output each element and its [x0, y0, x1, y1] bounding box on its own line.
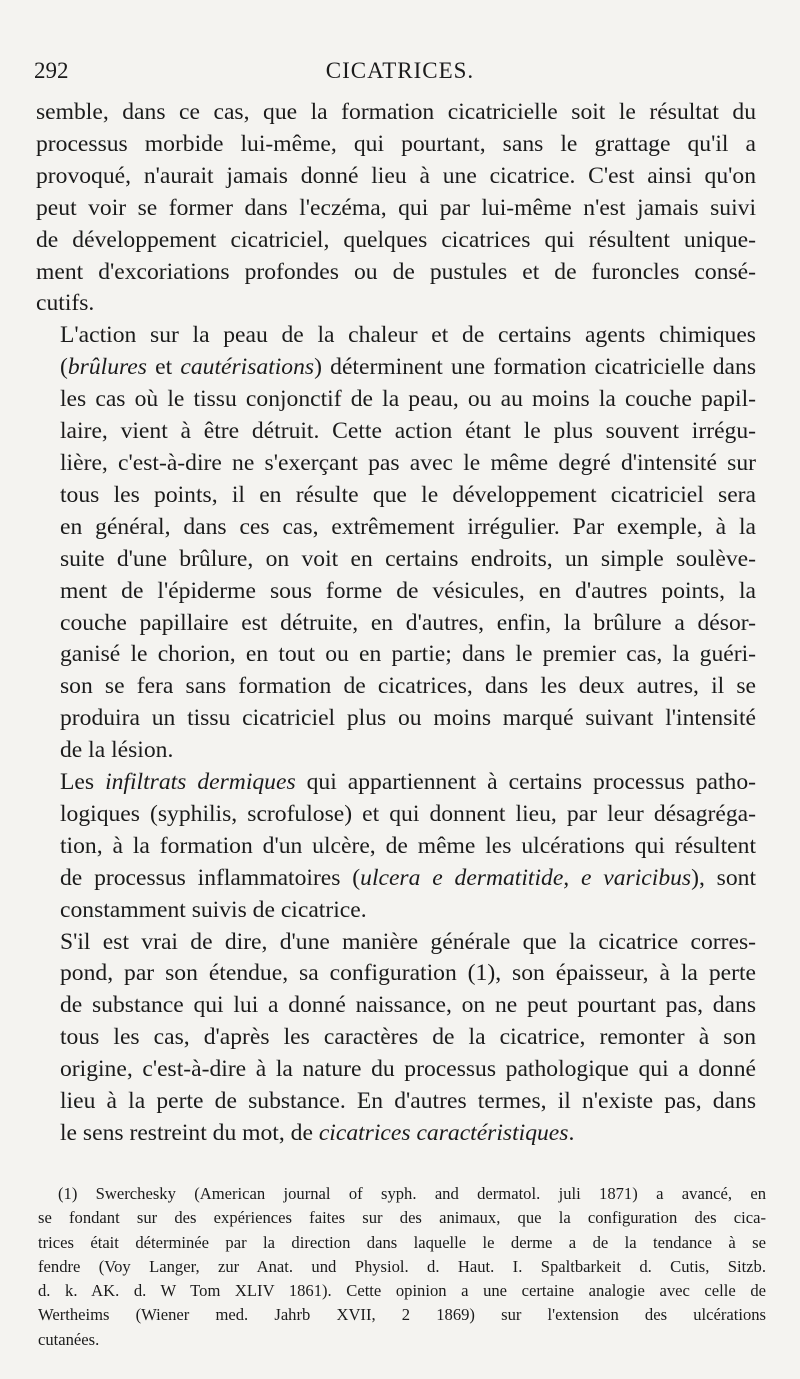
- text-line: lieu à la perte de substance. En d'autres termes, il n'existe pas, dans: [60, 1088, 756, 1115]
- footnote-line: Wertheims (Wiener med. Jahrb XVII, 2 1869) sur l'extension des ulcérations: [38, 1305, 766, 1325]
- text-line: en général, dans ces cas, extrêmement irrégulier. Par exemple, à la: [60, 513, 756, 540]
- text-line-mixed: [36, 1118, 756, 1150]
- text-line: pond, par son étendue, sa configuration (1), son épaisseur, à la perte: [60, 960, 756, 987]
- text-line: cutifs.: [36, 290, 95, 317]
- page-number: 292: [34, 58, 69, 83]
- paragraph-4: [36, 927, 756, 1150]
- italic-term-brulures: brûlures: [67, 354, 147, 381]
- text-line: de la lésion.: [60, 737, 174, 764]
- body-text: [36, 97, 756, 1150]
- conjunction: et: [146, 354, 181, 381]
- text-line: lière, c'est-à-dire ne s'exerçant pas avec le même degré d'intensité sur: [60, 449, 756, 476]
- text-run: qui appartiennent à certains processus patho-: [295, 769, 756, 796]
- text-line: tous les points, il en résulte que le développement cicatriciel sera: [60, 481, 756, 508]
- text-line: ment de l'épiderme sous forme de vésicules, en d'autres points, la: [60, 577, 756, 604]
- text-line: produira un tissu cicatriciel plus ou moins marqué suivant l'intensité: [60, 705, 756, 732]
- text-line: de développement cicatriciel, quelques cicatrices qui résultent unique-: [36, 226, 756, 253]
- text-line: peut voir se former dans l'eczéma, qui par lui-même n'est jamais suivi: [36, 194, 756, 221]
- text-run: le sens restreint du mot, de: [60, 1120, 319, 1146]
- italic-term-ulcera: ulcera e dermatitide, e varicibus: [360, 864, 692, 891]
- text-line: S'il est vrai de dire, d'une manière générale que la cicatrice corres-: [60, 928, 756, 955]
- paren-open: (: [60, 354, 68, 381]
- italic-term-caracteristiques: cicatrices caractéristiques: [318, 1120, 569, 1146]
- footnote-line: (1) Swerchesky (American journal of syph. and dermatol. juli 1871) a avancé, en: [58, 1184, 766, 1203]
- footnote-line: cutanées.: [38, 1329, 100, 1349]
- paragraph-1: [36, 97, 756, 320]
- text-line: laire, vient à être détruit. Cette action étant le plus souvent irrégu-: [60, 418, 756, 445]
- page-header: [34, 58, 766, 90]
- text-line-mixed: [36, 863, 756, 895]
- running-title: CICATRICES.: [325, 58, 475, 83]
- text-line: tous les cas, d'après les caractères de la cicatrice, remonter à son: [60, 1024, 756, 1051]
- text-line: processus morbide lui-même, qui pourtant, sans le grattage qu'il a: [36, 130, 756, 157]
- paragraph-2: [36, 320, 756, 767]
- footnote-line: d. k. AK. d. W Tom XLIV 1861). Cette opinion a une certaine analogie avec celle de: [38, 1281, 766, 1301]
- text-run: ) déterminent une formation cicatricielle dans: [314, 354, 756, 381]
- text-run: de processus inflammatoires (: [60, 864, 361, 891]
- text-line: tion, à la formation d'un ulcère, de même les ulcérations qui résultent: [60, 832, 756, 859]
- text-run: ), sont: [691, 864, 756, 891]
- paragraph-3: [36, 767, 756, 927]
- footnote: [38, 1182, 766, 1352]
- footnote-line: se fondant sur des expériences faites sur des animaux, que la configuration des cica-: [38, 1208, 766, 1228]
- italic-term-infiltrats: infiltrats dermiques: [105, 769, 296, 796]
- text-line: les cas où le tissu conjonctif de la peau, ou au moins la couche papil-: [60, 386, 756, 413]
- text-line-mixed: [36, 767, 756, 799]
- italic-term-cauterisations: cautérisations: [180, 354, 315, 381]
- text-line: de substance qui lui a donné naissance, on ne peut pourtant pas, dans: [60, 992, 756, 1019]
- text-line: provoqué, n'aurait jamais donné lieu à une cicatrice. C'est ainsi qu'on: [36, 162, 756, 189]
- footnote-line: trices était déterminée par la direction dans laquelle le derme a de la tendance à se: [38, 1232, 766, 1252]
- text-run: Les: [60, 769, 106, 796]
- text-line: origine, c'est-à-dire à la nature du processus pathologique qui a donné: [60, 1056, 756, 1083]
- text-line: ment d'excoriations profondes ou de pustules et de furoncles consé-: [36, 258, 756, 285]
- text-line: suite d'une brûlure, on voit en certains endroits, un simple soulève-: [60, 545, 756, 572]
- text-line-mixed: [36, 352, 756, 384]
- text-run: .: [568, 1120, 575, 1146]
- text-line: son se fera sans formation de cicatrices, dans les deux autres, il se: [60, 673, 756, 700]
- text-line: ganisé le chorion, en tout ou en partie; dans le premier cas, la guéri-: [60, 641, 756, 668]
- text-line: L'action sur la peau de la chaleur et de certains agents chimiques: [60, 322, 756, 349]
- text-line: couche papillaire est détruite, en d'autres, enfin, la brûlure a désor-: [60, 609, 756, 636]
- text-line: constamment suivis de cicatrice.: [60, 896, 367, 923]
- footnote-line: fendre (Voy Langer, zur Anat. und Physiol. d. Haut. I. Spaltbarkeit d. Cutis, Sitzb.: [38, 1256, 766, 1276]
- text-line: logiques (syphilis, scrofulose) et qui donnent lieu, par leur désagréga-: [60, 800, 756, 827]
- text-line: semble, dans ce cas, que la formation cicatricielle soit le résultat du: [36, 99, 756, 125]
